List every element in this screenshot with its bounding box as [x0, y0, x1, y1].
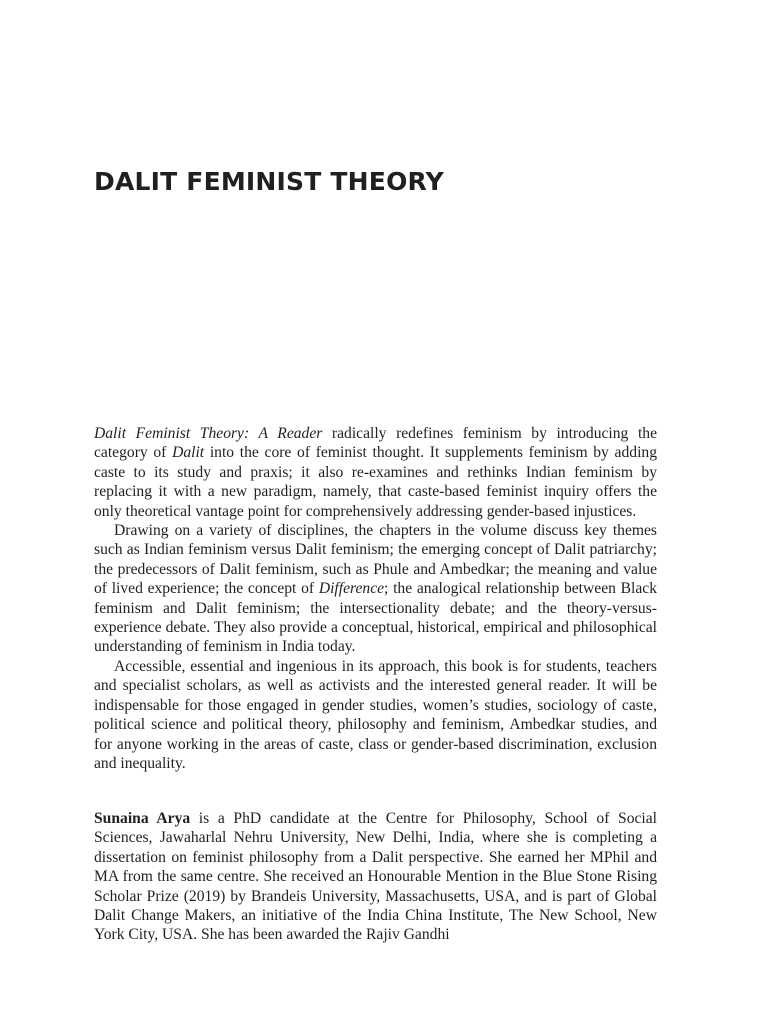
- book-title-italic: Dalit Feminist Theory: A Reader: [94, 425, 323, 442]
- description-text: Drawing on a variety of disciplines, the chapters in the volume discuss key themes such as Indian feminism versus Dalit feminism; the emerging concept of Dalit patriarchy; the predecessors of Dalit feminism, such as Phule and Ambedkar; the meaning and value of lived experience; the concept of: [94, 522, 657, 598]
- difference-italic: Difference: [318, 580, 385, 598]
- description-paragraph-3: Accessible, essential and ingenious in its approach, this book is for students, teachers and specialist scholars, as well as activists and the interested general reader. It will be indispensable for those engaged in gender studies, women’s studies, sociology of caste, political science and political theory, philosophy and feminism, Ambedkar studies, and for anyone working in the areas of caste, class or gender-based discrimination, exclusion and inequality.: [94, 657, 657, 772]
- author-bio: [94, 809, 657, 945]
- author-name: Sunaina Arya: [94, 810, 191, 827]
- author-bio-paragraph: [94, 809, 657, 945]
- dalit-italic: Dalit: [172, 444, 205, 462]
- book-title-heading: DALIT FEMINIST THEORY: [94, 167, 444, 196]
- book-description: [94, 424, 657, 773]
- description-paragraph-2: [94, 521, 657, 657]
- description-paragraph-1: [94, 424, 657, 521]
- author-bio-text: is a PhD candidate at the Centre for Philosophy, School of Social Sciences, Jawaharlal Nehru University, New Delhi, India, where she is completing a dissertation on feminist philosophy from a Dalit perspective. She earned her MPhil and MA from the same centre. She received an Honourable Mention in the Blue Stone Rising Scholar Prize (2019) by Brandeis University, Massachusetts, USA, and is part of Global Dalit Change Makers, an initiative of the India China Institute, The New School, New York City, USA. She has been awarded the Rajiv Gandhi: [94, 810, 657, 944]
- description-text: into the core of feminist thought. It supplements feminism by adding caste to its study and praxis; it also re-examines and rethinks Indian feminism by replacing it with a new paradigm, namely, that caste-based feminist inquiry offers the only theoretical vantage point for comprehensively addressing gender-based injustices.: [94, 444, 657, 520]
- description-text: ; the analogical relationship between Black feminism and Dalit feminism; the intersectionality debate; and the theory-versus-experience debate. They also provide a conceptual, historical, empirical and philosophical understanding of feminism in India today.: [94, 580, 657, 656]
- description-text: radically redefines feminism by introducing the category of: [94, 425, 657, 462]
